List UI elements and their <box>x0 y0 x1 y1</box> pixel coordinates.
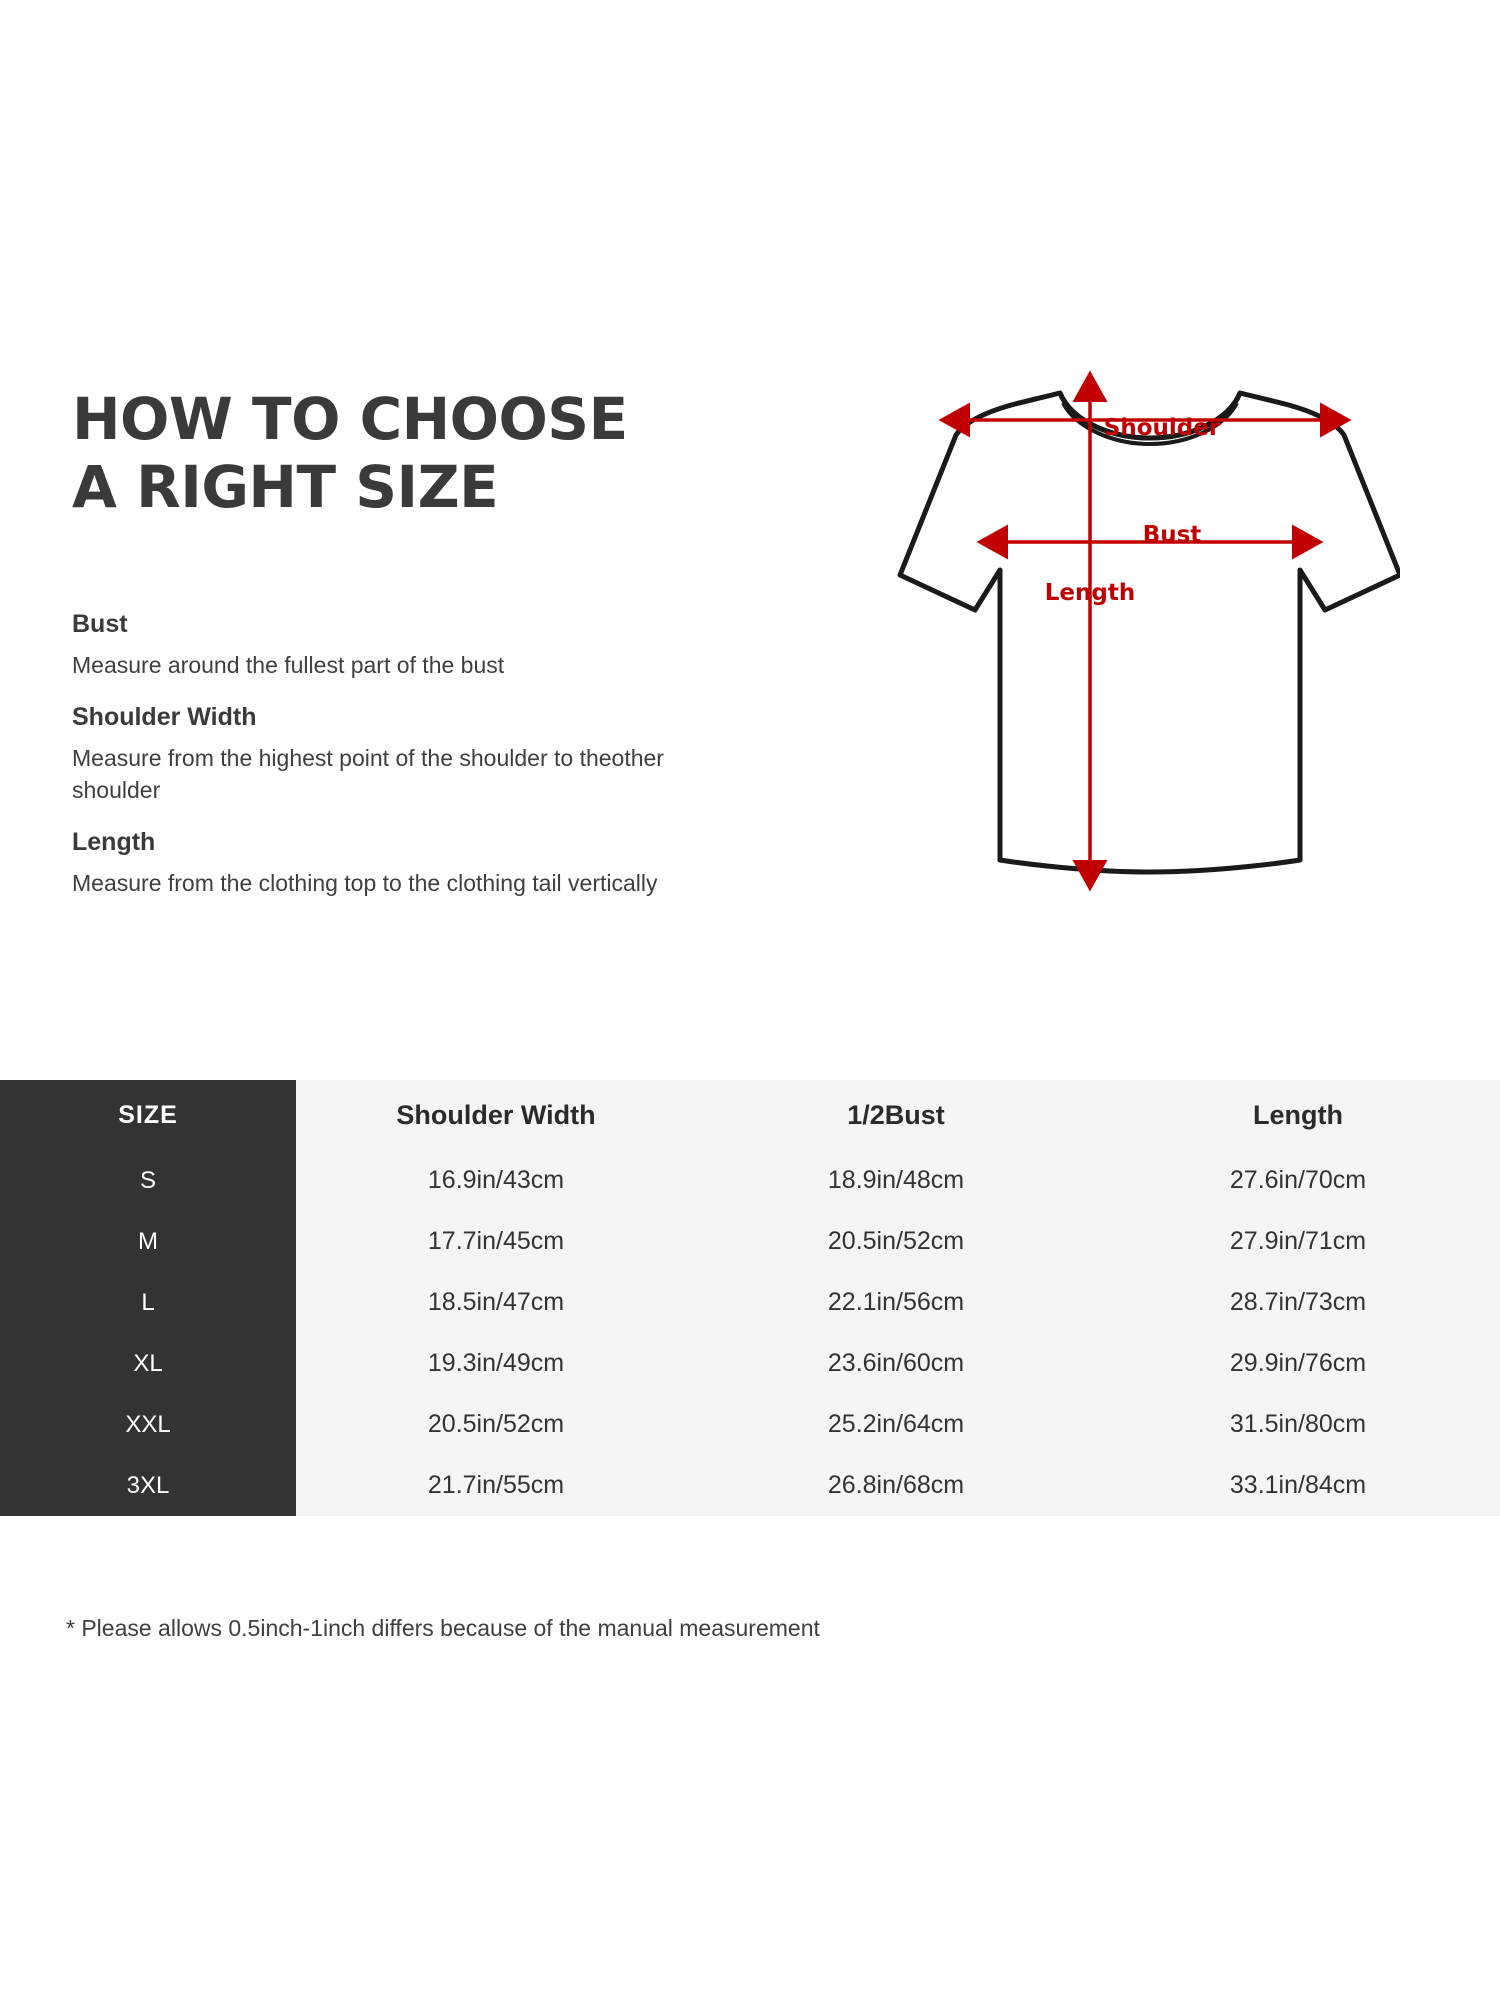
definition-term-bust: Bust <box>72 610 128 638</box>
definition-desc-bust: Measure around the fullest part of the bust <box>72 652 505 678</box>
page-title-line-2: A RIGHT SIZE <box>72 453 499 521</box>
cell-size: M <box>0 1211 296 1272</box>
page-title <box>72 385 712 521</box>
cell-half-bust: 18.9in/48cm <box>696 1150 1096 1211</box>
definition-term-length: Length <box>72 828 156 856</box>
cell-size: XXL <box>0 1394 296 1455</box>
tshirt-measurement-diagram <box>760 360 1400 1040</box>
cell-size: S <box>0 1150 296 1211</box>
definition-term-shoulder-width: Shoulder Width <box>72 703 257 731</box>
top-section <box>0 340 1500 1080</box>
cell-size: L <box>0 1272 296 1333</box>
cell-length: 28.7in/73cm <box>1096 1272 1500 1333</box>
definition-desc-length: Measure from the clothing top to the clothing tail vertically <box>72 870 658 896</box>
bust-label: Bust <box>1142 522 1202 548</box>
cell-length: 27.9in/71cm <box>1096 1211 1500 1272</box>
cell-half-bust: 22.1in/56cm <box>696 1272 1096 1333</box>
table-row <box>0 1150 1500 1211</box>
measurement-definitions <box>72 610 672 899</box>
column-header-length: Length <box>1096 1080 1500 1150</box>
cell-length: 31.5in/80cm <box>1096 1394 1500 1455</box>
shoulder-label: Shoulder <box>1103 415 1221 441</box>
table-row <box>0 1455 1500 1516</box>
cell-shoulder-width: 19.3in/49cm <box>296 1333 696 1394</box>
measurement-disclaimer: * Please allows 0.5inch-1inch differs because of the manual measurement <box>66 1615 820 1641</box>
column-header-half-bust: 1/2Bust <box>696 1080 1096 1150</box>
cell-half-bust: 23.6in/60cm <box>696 1333 1096 1394</box>
table-row <box>0 1211 1500 1272</box>
table-row <box>0 1272 1500 1333</box>
definition-desc-shoulder-width: Measure from the highest point of the shoulder to theother shoulder <box>72 745 664 803</box>
size-chart-table-wrapper <box>0 1080 1500 1516</box>
cell-half-bust: 26.8in/68cm <box>696 1455 1096 1516</box>
cell-shoulder-width: 20.5in/52cm <box>296 1394 696 1455</box>
cell-size: 3XL <box>0 1455 296 1516</box>
cell-shoulder-width: 21.7in/55cm <box>296 1455 696 1516</box>
tshirt-outline-shape <box>900 393 1400 872</box>
size-chart-header <box>0 1080 1500 1150</box>
column-header-shoulder-width: Shoulder Width <box>296 1080 696 1150</box>
page-title-line-1: HOW TO CHOOSE <box>72 385 628 453</box>
cell-size: XL <box>0 1333 296 1394</box>
table-header-row <box>0 1080 1500 1150</box>
size-chart-table <box>0 1080 1500 1516</box>
cell-shoulder-width: 18.5in/47cm <box>296 1272 696 1333</box>
cell-length: 33.1in/84cm <box>1096 1455 1500 1516</box>
cell-length: 27.6in/70cm <box>1096 1150 1500 1211</box>
cell-shoulder-width: 17.7in/45cm <box>296 1211 696 1272</box>
column-header-size: SIZE <box>0 1080 296 1150</box>
cell-length: 29.9in/76cm <box>1096 1333 1500 1394</box>
table-row <box>0 1333 1500 1394</box>
table-row <box>0 1394 1500 1455</box>
cell-shoulder-width: 16.9in/43cm <box>296 1150 696 1211</box>
length-label: Length <box>1044 580 1136 606</box>
size-chart-body <box>0 1150 1500 1516</box>
cell-half-bust: 25.2in/64cm <box>696 1394 1096 1455</box>
cell-half-bust: 20.5in/52cm <box>696 1211 1096 1272</box>
